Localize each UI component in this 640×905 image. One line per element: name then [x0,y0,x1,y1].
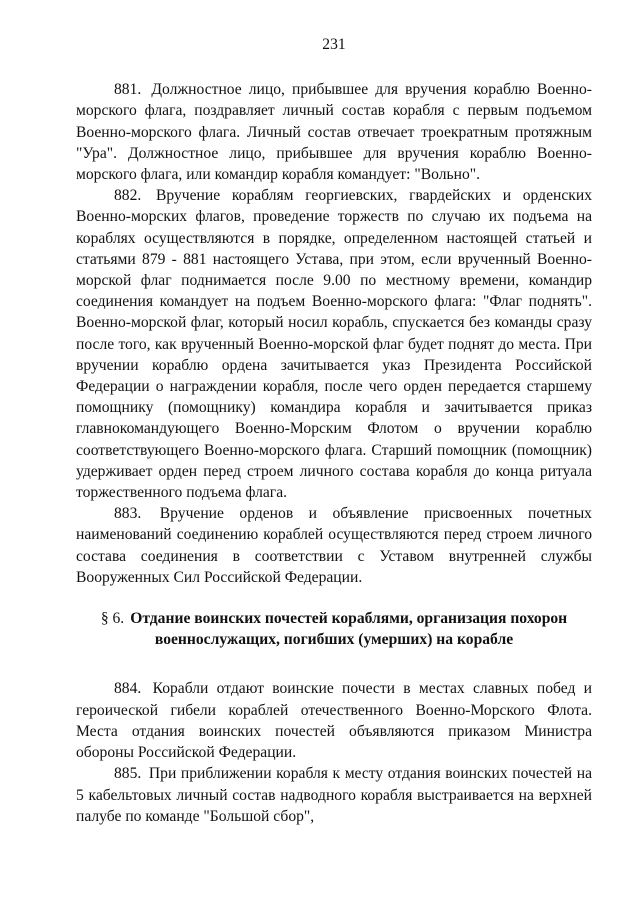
paragraph-number: 882. [114,187,142,205]
paragraph-text: Вручение орденов и объявление присвоенных почетных наименований соединению кораблей осуществляются перед строем личного состава соединения в соответствии с Уставом внутренней службы Вооруженных Сил Российской Федерации. [76,505,592,586]
section-sign: § 6. [100,610,125,628]
paragraph-881 [76,79,592,185]
paragraph-text: При приближении корабля к месту отдания воинских почестей на 5 кабельтовых личный состав надводного корабля выстраивается на верхней палубе по команде "Большой сбор", [76,765,592,825]
paragraph-number: 883. [114,505,142,523]
paragraph-text: Корабли отдают воинские почести в местах славных побед и героической гибели кораблей отечественного Военно-Морского Флота. Места отдания воинских почестей объявляются приказом Министра обороны Российской Федерации. [76,680,592,762]
paragraph-882 [76,185,592,503]
section-title: Отдание воинских почестей кораблями, организация похорон военнослужащих, погибших (умерших) на корабле [130,610,568,649]
page-number: 231 [322,36,346,53]
paragraph-text: Должностное лицо, прибывшее для вручения кораблю Военно-морского флага, поздравляет личный состав корабля с первым подъемом Военно-морского флага. Личный состав отвечает троекратным протяжным "Ура". Должностное лицо, прибывшее для вручения кораблю Военно-морского флага, или командир корабля командует: "Вольно". [76,81,592,184]
paragraph-text: Вручение кораблям георгиевских, гвардейских и орденских Военно-морских флагов, проведение торжеств по случаю их подъема на кораблях осуществляются в порядке, определенном настоящей статьей и статьями 879 - 881 настоящего Устава, при этом, если врученный Военно-морской флаг поднимается после 9.00 по местному времени, командир соединения командует на подъем Военно-морского флага: "Флаг поднять". Военно-морской флаг, который носил корабль, спускается без команды сразу после того, как врученный Военно-морской флаг будет поднят до места. При вручении кораблю ордена зачитывается указ Президента Российской Федерации о награждении корабля, после чего орден передается старшему помощнику (помощнику) командира корабля и зачитывается приказ главнокомандующего Военно-Морским Флотом о вручении кораблю соответствующего Военно-морского флага. Старший помощник (помощник) удерживает орден перед строем личного состава корабля до конца ритуала торжественного подъема флага. [76,187,592,502]
paragraph-883 [76,503,592,588]
paragraph-number: 884. [114,680,142,698]
section-heading [76,608,592,650]
paragraph-number: 885. [114,765,142,783]
paragraph-number: 881. [114,81,142,99]
paragraph-884 [76,678,592,763]
paragraph-885 [76,763,592,827]
